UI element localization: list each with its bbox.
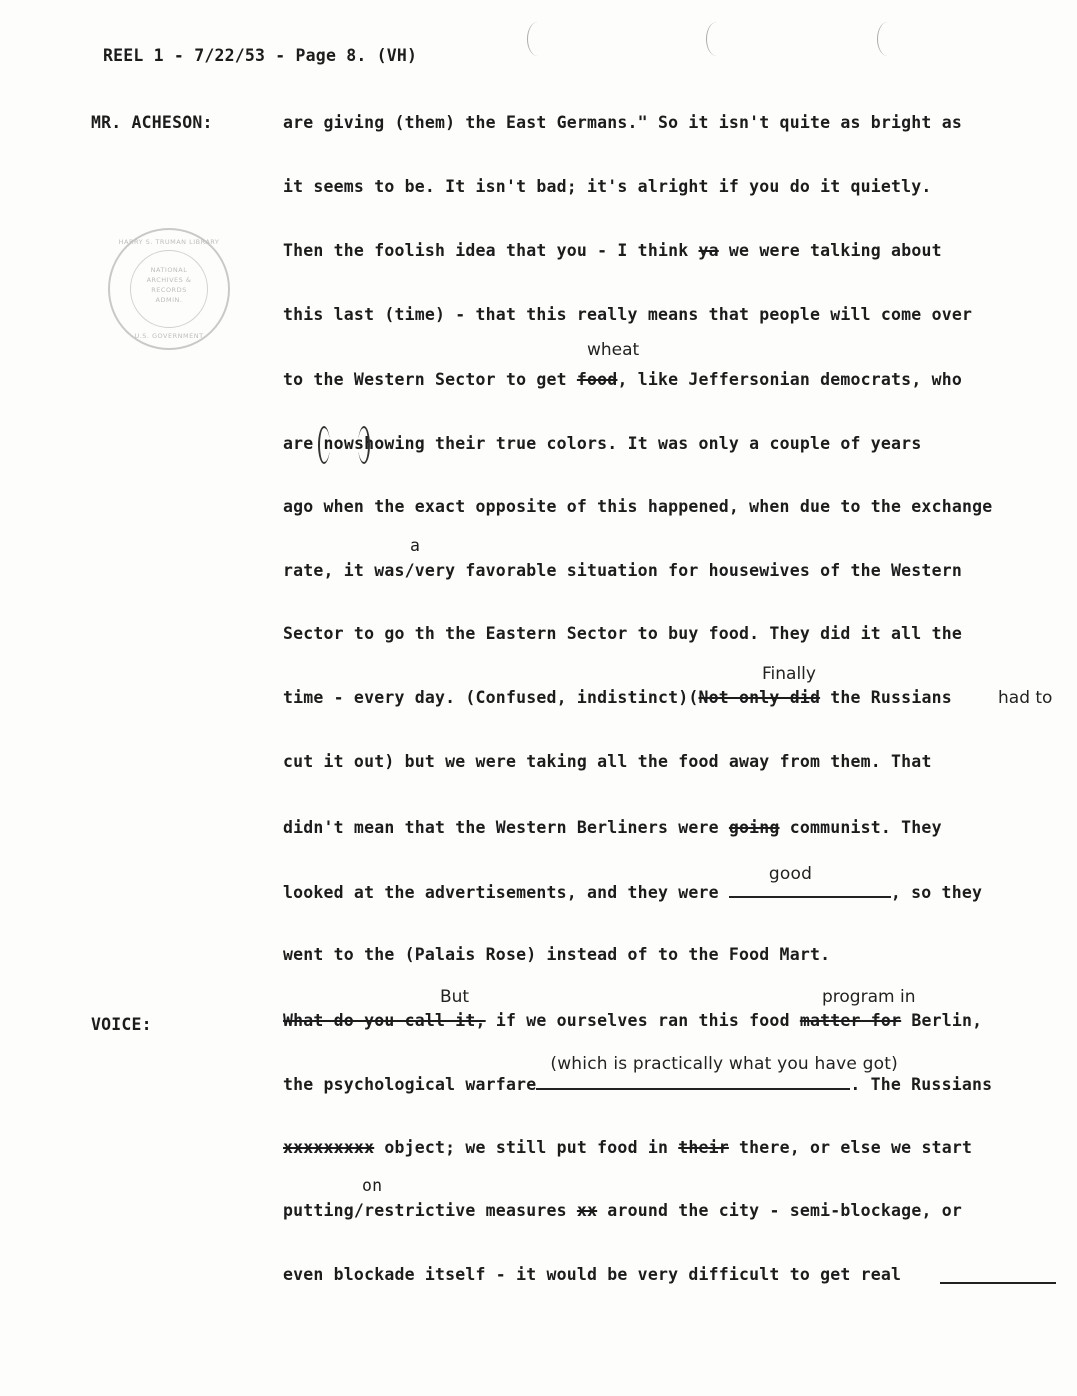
speaker-label-acheson: MR. ACHESON:	[91, 113, 213, 132]
page-header: REEL 1 - 7/22/53 - Page 8. (VH)	[103, 46, 418, 65]
struck-text: their	[678, 1138, 729, 1157]
handwritten-paren	[358, 426, 370, 464]
struck-text: going	[728, 818, 780, 837]
typed-insert: a	[410, 536, 421, 555]
transcript-line: time - every day. (Confused, indistinct)(Not only did the Russians	[283, 688, 952, 707]
transcript-line: to the Western Sector to get food, like Jeffersonian democrats, who	[283, 370, 962, 389]
transcript-line: cut it out) but we were taking all the food away from them. That	[283, 752, 932, 771]
struck-text: xx	[576, 1201, 598, 1220]
struck-text: matter for	[799, 1011, 902, 1030]
punch-hole-mark	[527, 22, 548, 56]
transcript-line: rate, it was/very favorable situation for housewives of the Western	[283, 561, 962, 580]
struck-text: What do you call it,	[283, 1011, 486, 1030]
speaker-label-voice: VOICE:	[91, 1015, 152, 1034]
handwritten-insert: Finally	[762, 664, 816, 684]
handwritten-paren	[318, 426, 330, 464]
transcript-line: this last (time) - that this really means that people will come over	[283, 305, 973, 324]
fill-in-blank	[536, 1054, 898, 1090]
transcript-line: ago when the exact opposite of this happened, when due to the exchange	[283, 497, 993, 516]
struck-text: Not only did	[698, 688, 821, 707]
struck-text: xxxxxxxxx	[283, 1138, 375, 1157]
fill-in-blank	[940, 1282, 1056, 1284]
transcript-line: even blockade itself - it would be very difficult to get real	[283, 1265, 902, 1284]
circled-word: now	[323, 434, 354, 453]
transcript-line: Sector to go th the Eastern Sector to buy food. They did it all the	[283, 624, 962, 643]
transcript-line: went to the (Palais Rose) instead of to the Food Mart.	[283, 945, 831, 964]
punch-hole-mark	[706, 22, 727, 56]
handwritten-insert: wheat	[587, 340, 640, 360]
archive-stamp: HARRY S. TRUMAN LIBRARY NATIONAL ARCHIVES & RECORDS ADMIN. U.S. GOVERNMENT	[108, 228, 230, 350]
handwritten-insert: But	[440, 987, 470, 1007]
punch-hole-mark	[877, 22, 898, 56]
transcript-line: xxxxxxxxx object; we still put food in their there, or else we start	[283, 1138, 973, 1157]
fill-in-blank	[729, 864, 891, 898]
handwritten-insert: program in	[822, 987, 916, 1007]
transcript-line: are giving (them) the East Germans." So it isn't quite as bright as	[283, 113, 962, 132]
transcript-line: putting/restrictive measures xx around the city - semi-blockage, or	[283, 1201, 962, 1220]
handwritten-insert: (which is practically what you have got)	[550, 1054, 898, 1074]
handwritten-insert: had to	[998, 688, 1053, 708]
handwritten-insert: good	[768, 864, 813, 884]
struck-text: food	[576, 370, 618, 389]
typed-insert: on	[362, 1176, 383, 1195]
transcript-line: What do you call it, if we ourselves ran this food matter for Berlin,	[283, 1011, 983, 1030]
transcript-line: didn't mean that the Western Berliners were going communist. They	[283, 818, 942, 837]
transcript-line: looked at the advertisements, and they were good , so they	[283, 864, 983, 902]
transcript-line: are nowshowing their true colors. It was only a couple of years	[283, 434, 922, 453]
struck-text: ya	[698, 241, 719, 260]
transcript-line: the psychological warfare (which is practically what you have got) . The Russians	[283, 1054, 993, 1094]
transcript-line: Then the foolish idea that you - I think ya we were talking about	[283, 241, 942, 260]
transcript-line: it seems to be. It isn't bad; it's alright if you do it quietly.	[283, 177, 932, 196]
